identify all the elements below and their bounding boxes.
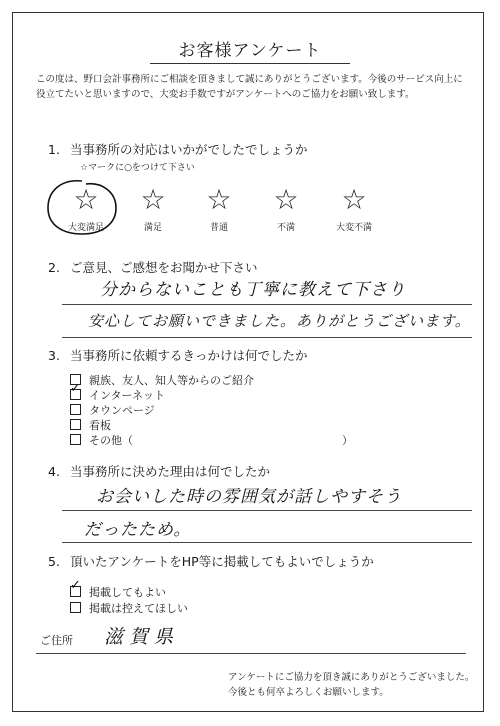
checkbox[interactable] (70, 419, 81, 430)
checkbox-option[interactable] (70, 402, 155, 418)
question-5-number: 5. (48, 554, 60, 569)
question-5-text: 頂いたアンケートをHP等に掲載してもよいでしょうか (70, 554, 374, 569)
question-4-number: 4. (48, 464, 60, 479)
question-1-text: 当事務所の対応はいかがでしたでしょうか (70, 142, 308, 157)
question-2 (48, 258, 258, 276)
answer-rule-3 (62, 510, 472, 511)
question-1 (48, 140, 308, 158)
check-mark-icon: ✓ (70, 381, 81, 396)
checkbox[interactable] (70, 602, 81, 613)
question-4-text: 当事務所に決めた理由は何でしたか (70, 464, 271, 479)
checkbox-label: 掲載してもよい (89, 586, 166, 599)
question-4-answer-line-2: だったため。 (84, 520, 192, 540)
checkbox-label: 親族、友人、知人等からのご紹介 (89, 374, 254, 387)
checkbox[interactable] (70, 381, 81, 400)
checkbox-option[interactable] (70, 600, 188, 616)
question-3-number: 3. (48, 348, 60, 363)
answer-rule-4 (62, 542, 472, 543)
check-mark-icon: ✓ (70, 578, 81, 593)
question-1-number: 1. (48, 142, 60, 157)
checkbox-option[interactable] (70, 417, 111, 433)
hand-drawn-circle-icon (42, 176, 122, 240)
star-outline-icon[interactable]: ☆ (341, 183, 367, 216)
address-value: 滋賀県 (104, 626, 180, 648)
question-5 (48, 552, 374, 570)
rating-label: 大変不満 (335, 223, 372, 233)
star-outline-icon[interactable]: ☆ (273, 183, 299, 216)
checkbox-label: 掲載は控えてほしい (89, 602, 188, 615)
rating-label: 普通 (209, 223, 228, 233)
star-outline-icon[interactable]: ☆ (206, 183, 232, 216)
question-1-note: ☆マークに○をつけて下さい (80, 163, 195, 173)
question-3-text: 当事務所に依頼するきっかけは何でしたか (70, 348, 308, 363)
question-2-number: 2. (48, 260, 60, 275)
star-outline-icon[interactable]: ☆ (140, 183, 166, 216)
other-close-paren: ） (342, 434, 353, 447)
checkbox[interactable] (70, 578, 81, 597)
address-label: ご住所 (40, 634, 73, 647)
closing-line-2: 今後とも何卒よろしくお願いします。 (228, 687, 389, 698)
answer-rule-1 (62, 304, 472, 305)
question-2-text: ご意見、ご感想をお聞かせ下さい (70, 260, 258, 275)
question-4-answer-line-1: お会いした時の雰囲気が話しやすそう (96, 487, 402, 507)
intro-text: この度は、野口会計事務所にご相談を頂きまして誠にありがとうございます。今後のサービス向上に役立てたいと思いますので、大変お手数ですがアンケートへのご協力をお願い致します。 (36, 74, 463, 100)
question-3 (48, 346, 308, 364)
checkbox-label: 看板 (89, 419, 111, 432)
survey-title: お客様アンケート (178, 41, 322, 61)
checkbox-option[interactable] (70, 578, 166, 600)
checkbox-option[interactable] (70, 432, 133, 448)
closing-line-1: アンケートにご協力を頂き誠にありがとうございました。 (228, 672, 475, 683)
checkbox-option[interactable] (70, 381, 166, 403)
checkbox-label: その他（ (89, 434, 133, 447)
checkbox-option[interactable] (70, 372, 254, 388)
rating-label: 満足 (143, 223, 162, 233)
question-2-answer-line-1: 分からないことも丁寧に教えて下さり (100, 280, 406, 300)
question-2-answer-line-2: 安心してお願いできました。ありがとうございます。 (88, 312, 471, 330)
checkbox[interactable] (70, 434, 81, 445)
answer-rule-2 (62, 337, 472, 338)
question-4 (48, 462, 270, 480)
checkbox-label: タウンページ (89, 404, 155, 417)
checkbox-label: インターネット (89, 389, 166, 402)
title-underline (150, 63, 350, 64)
rating-label: 大変満足 (67, 223, 104, 233)
checkbox[interactable] (70, 404, 81, 415)
star-outline-icon[interactable]: ☆ (73, 183, 99, 216)
rating-label: 不満 (276, 223, 295, 233)
address-rule (36, 653, 466, 654)
